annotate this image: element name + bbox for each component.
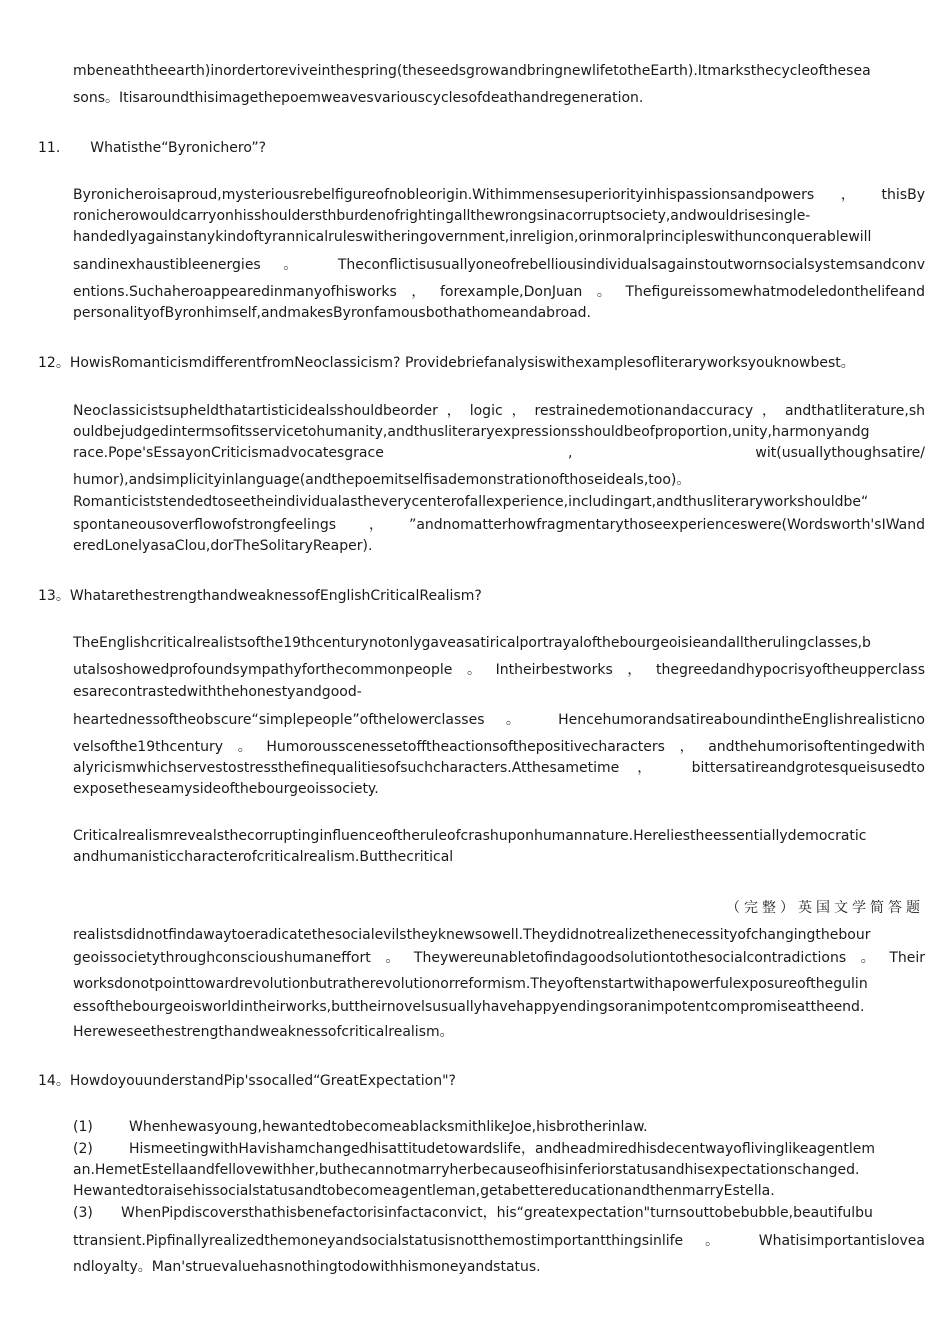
question-text: HowdoyouunderstandPip'ssocalled“GreatExpectation"? [69,1073,456,1089]
answer-line: heartednessoftheobscure“simplepeople”ofthelowerclasses 。 HencehumorandsatireaboundintheEnglishrealisticno [73,712,925,728]
answer-line: ttransient.Pipfinallyrealizedthemoneyandsocialstatusisnotthemostimportantthingsinlife 。 Whatisimportantislovea [73,1233,925,1249]
answer-line: entions.Suchaheroappearedinmanyofhisworks，forexample,DonJuan。Thefigureissomewhatmodeledonthelifeand [73,284,925,300]
answer-line: Hereweseethestrengthandweaknessofcriticalrealism。 [73,1024,454,1040]
answer-line: geoissocietythroughconscioushumaneffort。Theywereunabletofindagoodsolutiontothesocialcontradictions。Their [73,950,925,966]
answer-line: velsofthe19thcentury。Humorousscenessetofftheactionsofthepositivecharacters，andthehumorisoftentingedwith [73,739,925,755]
answer-line: handedlyagainstanykindoftyrannicalruleswitheringovernment,inreligion,orinmoralprincipleswithunconquerablewill [73,229,872,245]
answer-line: Byronicheroisaproud,mysteriousrebelfigureofnobleorigin.Withimmensesuperiorityinhispassionsandpowers，thisBy [73,187,925,203]
answer-line: TheEnglishcriticalrealistsofthe19thcenturynotonlygaveasatiricalportrayalofthebourgeoisieandalltherulingclasses,b [73,635,871,651]
list-item [73,1117,925,1137]
question-12 [38,353,855,373]
running-header: （完整）英国文学简答题 [726,900,924,916]
question-number: 12。 [38,355,70,371]
question-number: 13。 [38,588,70,604]
question-11 [38,138,266,158]
answer-fragment: , [568,445,573,461]
list-item [73,1139,925,1159]
question-text: WhatarethestrengthandweaknessofEnglishCriticalRealism? [69,588,482,604]
list-marker: (1) [73,1119,93,1135]
answer-fragment: race.Pope'sEssayonCriticismadvocatesgrace [73,445,384,461]
question-13 [38,586,482,606]
answer-line: esarecontrastedwiththehonestyandgood- [73,684,362,700]
answer-line: ouldbejudgedintermsofitsservicetohumanity,andthusliteraryexpressionsshouldbeofproportion,unity,harmonyandg [73,424,870,440]
answer-line: andhumanisticcharacterofcriticalrealism.Butthecritical [73,849,454,865]
answer-line: eredLonelyasaClou,dorTheSolitaryReaper). [73,538,373,554]
paragraph-line: mbeneaththeearth)inordertoreviveinthespring(theseedsgrowandbringnewlifetotheEarth).Itmarksthecycleofthesea [73,63,871,79]
answer-line: essofthebourgeoisworldintheirworks,buttheirnovelsusuallyhavehappyendingsoranimpotentcompromiseattheend. [73,999,865,1015]
question-text: Whatisthe“Byronichero”? [90,140,267,156]
list-item [73,1203,925,1223]
answer-line: Criticalrealismrevealsthecorruptinginfluenceoftheruleofcrashuponhumannature.Hereliestheessentiallydemocratic [73,828,867,844]
list-marker: (2) [73,1141,93,1157]
answer-line: ndloyalty。Man'struevaluehasnothingtodowithhismoneyandstatus. [73,1259,541,1275]
list-item-text: HismeetingwithHavishamchangedhisattitudetowardslife，andheadmiredhisdecentwayoflivinglikeagentlem [129,1141,876,1157]
answer-line: personalityofByronhimself,andmakesByronfamousbothathomeandabroad. [73,305,591,321]
answer-line: an.HemetEstellaandfellovewithher,buthecannotmarryherbecauseofhisinferiorstatusandhisexpectationschanged. [73,1162,860,1178]
list-marker: (3) [73,1205,93,1221]
answer-line: worksdonotpointtowardrevolutionbutratherevolutionorreformism.Theyoftenstartwithapowerfulexposureofthegulin [73,976,868,992]
answer-line: ronicherowouldcarryonhisshouldersthburdenofrightingallthewrongsinacorruptsociety,andwouldrisesingle- [73,208,811,224]
question-number: 11. [38,140,61,156]
answer-line: spontaneousoverflowofstrongfeelings，”andnomatterhowfragmentarythoseexperienceswere(Wordsworth'sIWand [73,517,925,533]
question-text: HowisRomanticismdifferentfromNeoclassicism? Providebriefanalysiswithexamplesofliteraryworksyouknowbest。 [69,355,855,371]
list-item-text: Whenhewasyoung,hewantedtobecomeablacksmithlikeJoe,hisbrotherinlaw. [129,1119,648,1135]
answer-line: realistsdidnotfindawaytoeradicatethesocialevilstheyknewsowell.Theydidnotrealizethenecessityofchangingthebour [73,927,871,943]
answer-line: Romanticiststendedtoseetheindividualastheverycenterofallexperience,includingart,andthusliteraryworkshouldbe“ [73,494,869,510]
answer-line: Hewantedtoraisehissocialstatusandtobecomeagentleman,getabettereducationandthenmarryEstella. [73,1183,775,1199]
paragraph-line: sons。Itisaroundthisimagethepoemweavesvariouscyclesofdeathandregeneration. [73,90,644,106]
question-14 [38,1071,456,1091]
answer-line-split [73,443,925,463]
answer-line: utalsoshowedprofoundsympathyforthecommonpeople。Intheirbestworks，thegreedandhypocrisyoftheupperclass [73,662,925,678]
answer-line: exposetheseamysideofthebourgeoissociety. [73,781,379,797]
list-item-text: WhenPipdiscoversthathisbenefactorisinfactaconvict，his“greatexpectation"turnsouttobebubble,beautifulbu [121,1205,873,1221]
answer-line: alyricismwhichservestostressthefinequalitiesofsuchcharacters.Atthesametime， bittersatireandgrotesqueisusedto [73,760,925,776]
answer-line: humor),andsimplicityinlanguage(andthepoemitselfisademonstrationofthoseideals,too)。 [73,472,691,488]
answer-fragment: wit(usuallythoughsatire/ [755,445,925,461]
answer-line: Neoclassicistsupheldthatartisticidealsshouldbeorder，logic，restrainedemotionandaccuracy，andthatliterature,sh [73,403,925,419]
answer-line: sandinexhaustibleenergies 。 Theconflictisusuallyoneofrebelliousindividualsagainstoutwornsocialsystemsandconv [73,257,925,273]
question-number: 14。 [38,1073,70,1089]
